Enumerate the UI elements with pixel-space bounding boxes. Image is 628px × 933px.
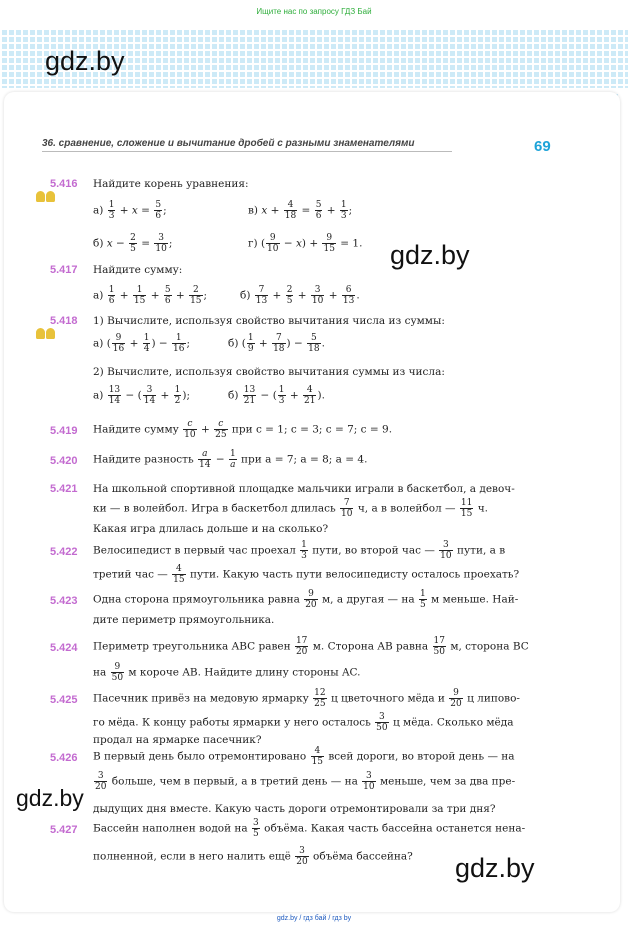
problem-number: 5.425: [50, 694, 78, 706]
problem-text: Периметр треугольника ABC равен $\frac{17}{20}$ м. Сторона AB равна $\frac{17}{50}$ м, сторона BC: [93, 636, 529, 657]
problem-text: $\frac{3}{20}$ больше, чем в первый, а в третий день — на $\frac{3}{10}$ меньше, чем за два пре-: [95, 771, 516, 792]
problem-number: 5.417: [50, 264, 78, 276]
problem-text: Одна сторона прямоугольника равна $\frac{9}{20}$ м, а другая — на $\frac{1}{5}$ м меньше. Най-: [93, 589, 519, 610]
problem-text: Найдите сумму $\frac{c}{10}$ + $\frac{c}{25}$ при c = 1; c = 3; c = 7; c = 9.: [93, 419, 393, 440]
equation-g: г) ( $\frac{9}{10}$ − x) + $\frac{9}{15}$ = 1.: [248, 233, 363, 254]
sum-a: а) $\frac{1}{6}$ + $\frac{1}{15}$ + $\frac{5}{6}$ + $\frac{2}{15}$ ;: [93, 285, 208, 306]
problem-text: 1) Вычислите, используя свойство вычитания числа из суммы:: [93, 315, 445, 327]
problem-text: третий час — $\frac{4}{15}$ пути. Какую часть пути велосипедисту осталось проехать?: [93, 564, 520, 585]
footer-links[interactable]: gdz.by / гдз бай / гдз by: [276, 915, 352, 922]
problem-text: дыдущих дня вместе. Какую часть дороги отремонтировали за три дня?: [93, 803, 496, 815]
problem-number: 5.426: [50, 752, 78, 764]
pair-work-icon: [36, 325, 58, 339]
pair-work-icon: [36, 188, 58, 202]
watermark: gdz.by: [455, 853, 535, 883]
problem-text: ки — в волейбол. Игра в баскетбол длилась $\frac{7}{10}$ ч, а в волейбол — $\frac{11}{15}$ ч.: [93, 498, 488, 519]
problem-text: На школьной спортивной площадке мальчики играли в баскетбол, а девоч-: [93, 483, 515, 495]
equation-a: а) $\frac{1}{3}$ + x = $\frac{5}{6}$ ;: [93, 200, 167, 221]
problem-text: 2) Вычислите, используя свойство вычитания суммы из числа:: [93, 366, 445, 378]
chapter-title: 36. сравнение, сложение и вычитание дробей с разными знаменателями: [42, 138, 452, 152]
problem-text: го мёда. К концу работы ярмарки у него осталось $\frac{3}{50}$ ц мёда. Сколько мёда: [93, 712, 514, 733]
problem-number: 5.420: [50, 455, 78, 467]
problem-text: Велосипедист в первый час проехал $\frac{1}{3}$ пути, во второй час — $\frac{3}{10}$ пути, а в: [93, 540, 506, 561]
problem-text: на $\frac{9}{50}$ м короче AB. Найдите длину стороны AC.: [93, 662, 361, 683]
expression-1b: б) ( $\frac{1}{9}$ + $\frac{7}{18}$ ) − $\frac{5}{18}$ .: [228, 333, 325, 354]
problem-text: Бассейн наполнен водой на $\frac{3}{5}$ объёма. Какая часть бассейна останется нена-: [93, 818, 526, 839]
problem-number: 5.419: [50, 425, 78, 437]
problem-text: продал на ярмарке пасечник?: [93, 734, 262, 746]
watermark: gdz.by: [390, 240, 470, 270]
watermark: gdz.by: [45, 46, 125, 76]
problem-text: дите периметр прямоугольника.: [93, 614, 275, 626]
expression-2a: а) $\frac{13}{14}$ − ( $\frac{3}{14}$ + $\frac{1}{2}$ );: [93, 385, 191, 406]
problem-text: Найдите сумму:: [93, 264, 183, 276]
problem-number: 5.422: [50, 546, 78, 558]
problem-number: 5.421: [50, 483, 78, 495]
problem-number: 5.418: [50, 315, 78, 327]
problem-text: Какая игра длилась дольше и на сколько?: [93, 523, 329, 535]
problem-number: 5.424: [50, 642, 78, 654]
equation-v: в) x + $\frac{4}{18}$ = $\frac{5}{6}$ + $\frac{1}{3}$ ;: [248, 200, 353, 221]
problem-number: 5.416: [50, 178, 78, 190]
problem-number: 5.427: [50, 824, 78, 836]
problem-text: Найдите разность $\frac{a}{14}$ − $\frac{1}{a}$ при a = 7; a = 8; a = 4.: [93, 449, 368, 470]
equation-b: б) x − $\frac{2}{5}$ = $\frac{3}{10}$ ;: [93, 233, 173, 254]
page-number: 69: [534, 138, 551, 155]
top-link[interactable]: Ищите нас по запросу ГДЗ Бай: [256, 7, 372, 16]
sum-b: б) $\frac{7}{13}$ + $\frac{2}{5}$ + $\frac{3}{10}$ + $\frac{6}{13}$ .: [240, 285, 360, 306]
problem-text: полненной, если в него налить ещё $\frac{3}{20}$ объёма бассейна?: [93, 846, 413, 867]
problem-text: В первый день было отремонтировано $\frac{4}{15}$ всей дороги, во второй день — на: [93, 746, 515, 767]
expression-2b: б) $\frac{13}{21}$ − ( $\frac{1}{3}$ + $\frac{4}{21}$ ).: [228, 385, 325, 406]
problem-text: Найдите корень уравнения:: [93, 178, 249, 190]
problem-text: Пасечник привёз на медовую ярмарку $\frac{12}{25}$ ц цветочного мёда и $\frac{9}{20}$ ц липово-: [93, 688, 520, 709]
expression-1a: а) ( $\frac{9}{16}$ + $\frac{1}{4}$ ) − $\frac{1}{16}$ ;: [93, 333, 191, 354]
problem-number: 5.423: [50, 595, 78, 607]
watermark: gdz.by: [16, 785, 84, 811]
